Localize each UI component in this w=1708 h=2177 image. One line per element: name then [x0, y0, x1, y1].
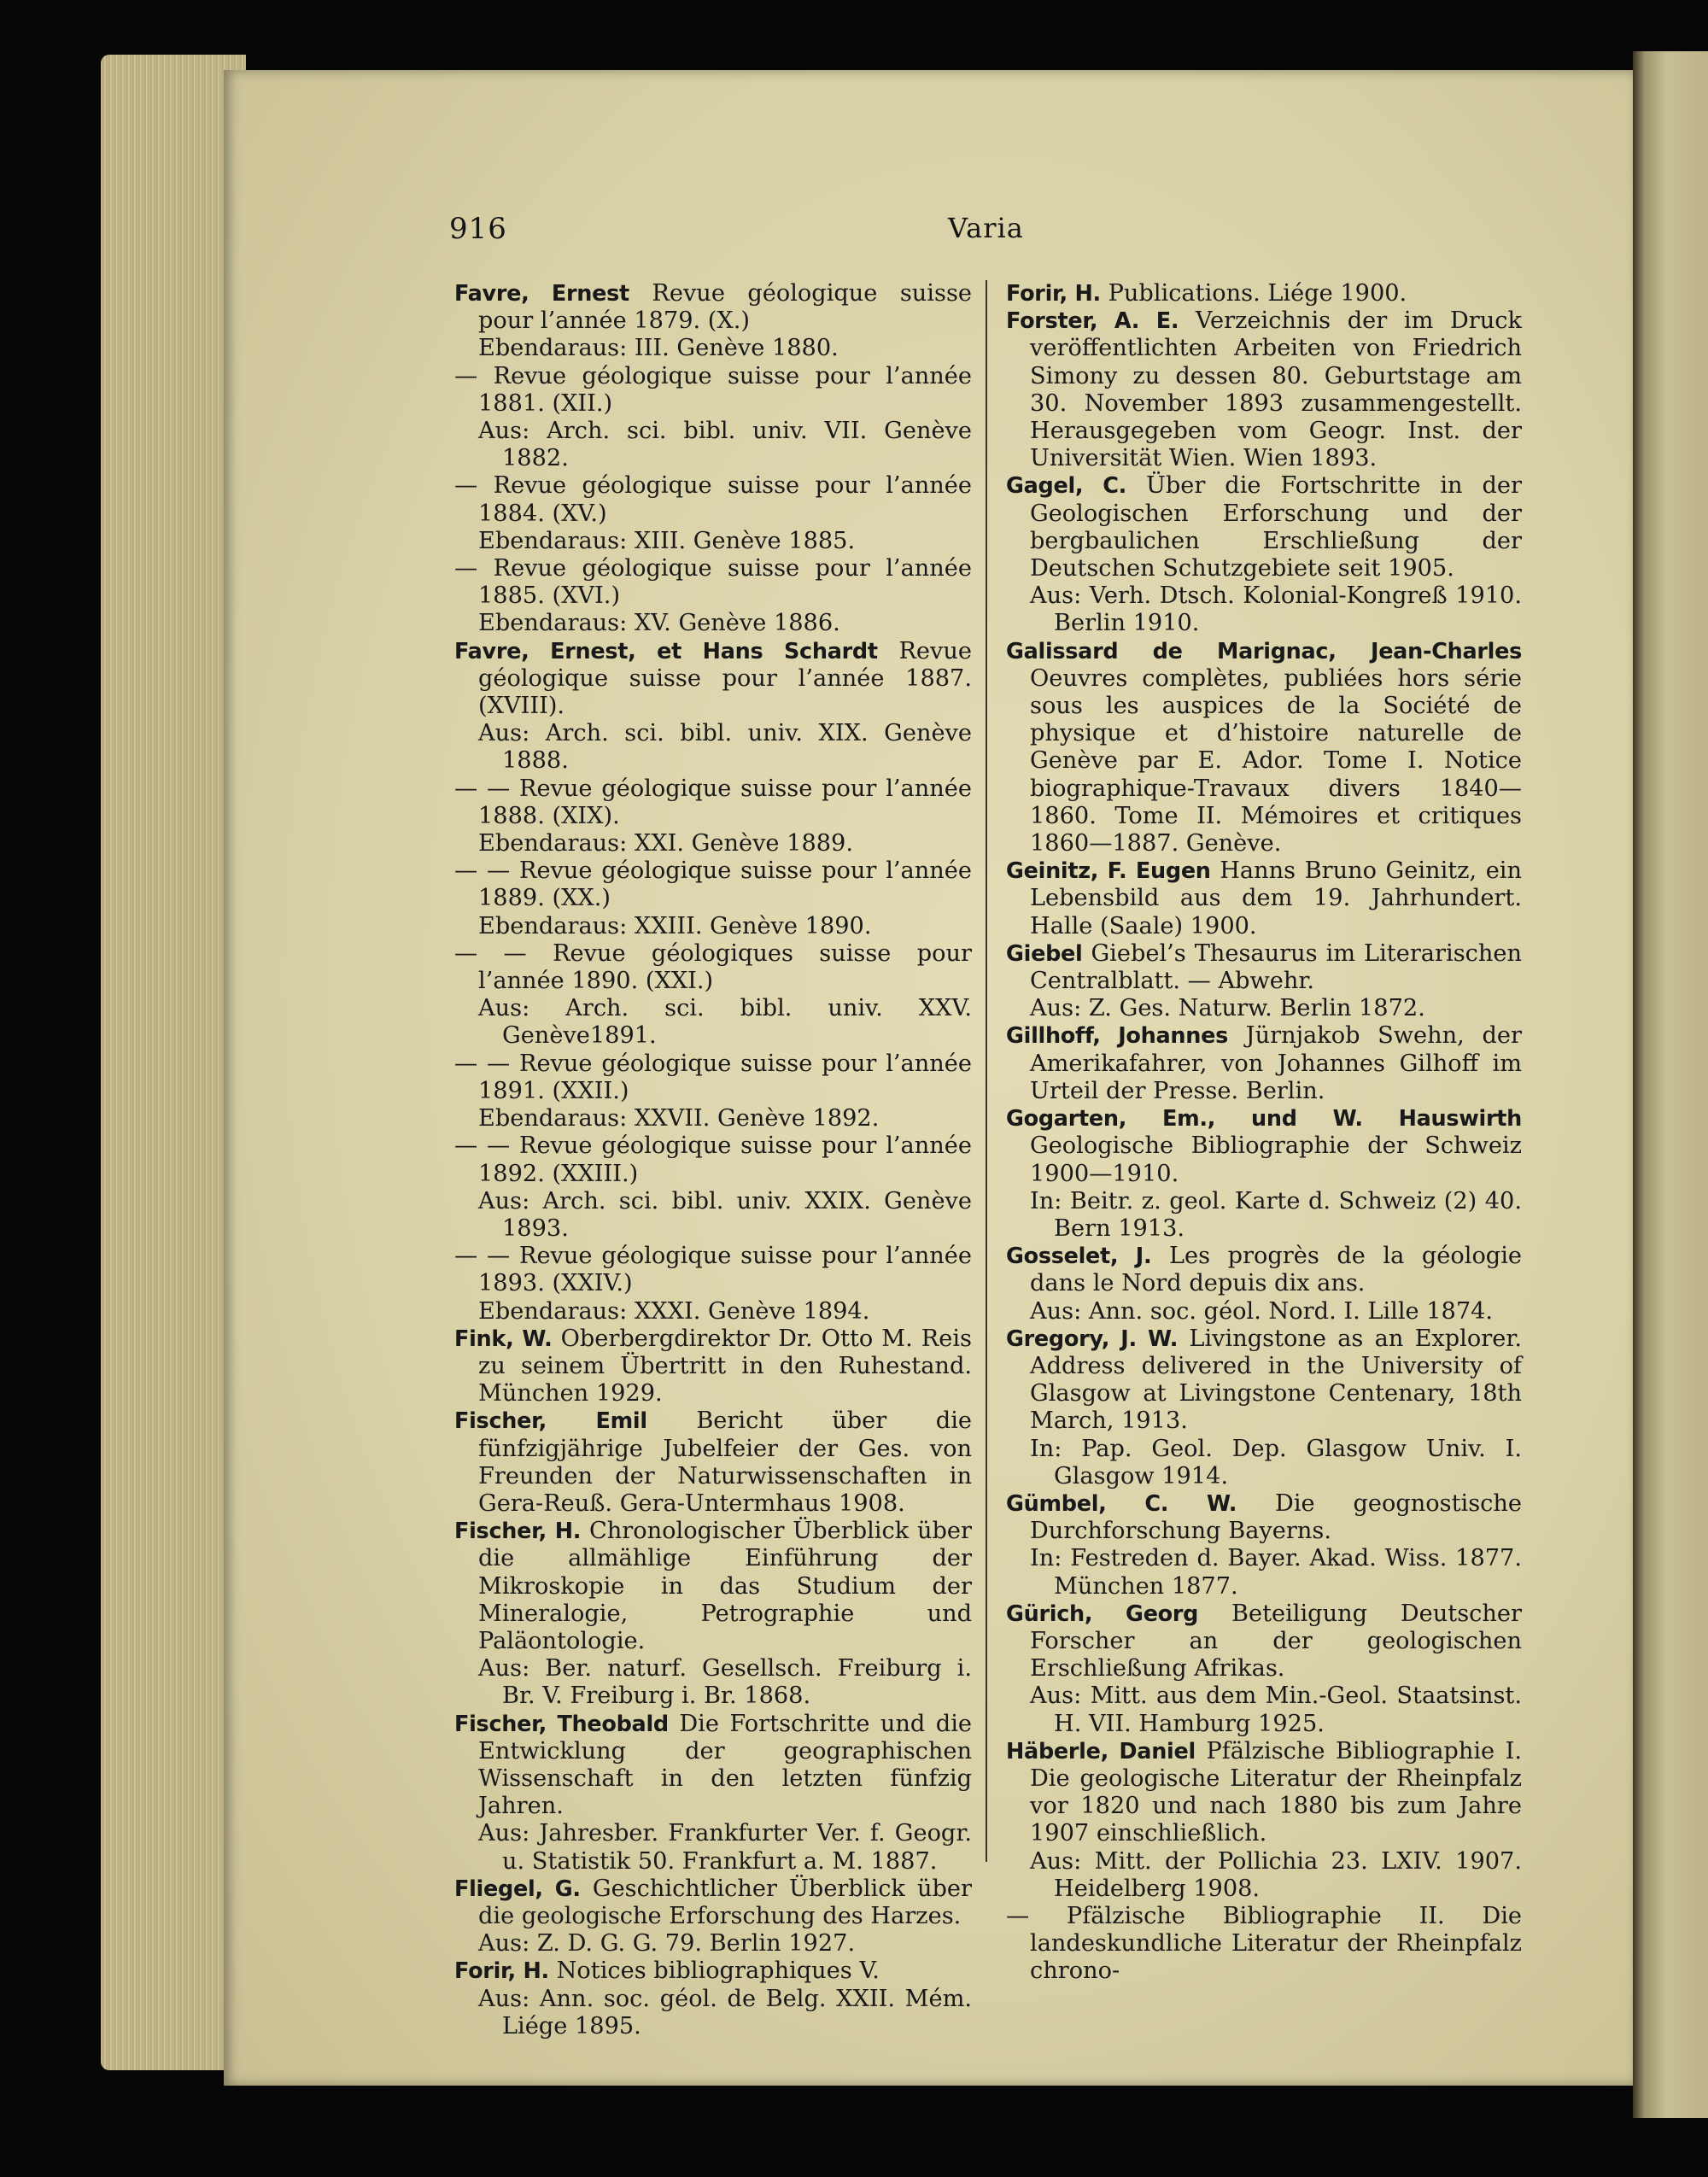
- entry-title: Publications. Liége 1900.: [1108, 280, 1407, 307]
- entry-author: Fischer, Emil: [454, 1408, 647, 1435]
- entry-title: Hanns Bruno Geinitz, ein Lebensbild aus dem 19. Jahrhundert. Halle (Saale) 1900.: [1030, 857, 1522, 939]
- entry-main: [1006, 1243, 1522, 1297]
- entry-author: Forster, A. E.: [1006, 308, 1179, 335]
- entry-author: Galissard de Marignac, Jean-Charles: [1006, 638, 1522, 664]
- entry-author: Fischer, H.: [454, 1519, 582, 1545]
- section-title: Varia: [948, 212, 1024, 244]
- entry-title: Revue géologique suisse pour l’année 1891. (XXII.): [478, 1050, 972, 1104]
- entry-source: Aus: Arch. sci. bibl. univ. VII. Genève 1882.: [478, 418, 972, 472]
- entry-main: [454, 775, 972, 830]
- entry-title: Verzeichnis der im Druck veröffentlichten Arbeiten von Friedrich Simony zu dessen 80. Geburtstage am 30. November 1893 zusammengestellt. Herausgegeben vom Geogr. Inst. der Universität Wien. Wien 1893.: [1030, 307, 1522, 472]
- entry-main: [1006, 940, 1522, 995]
- entry-source: Aus: Verh. Dtsch. Kolonial-Kongreß 1910. Berlin 1910.: [1030, 582, 1522, 637]
- entry-author: — —: [454, 857, 511, 885]
- bibliography-entry: [1006, 857, 1522, 940]
- entry-title: Oberbergdirektor Dr. Otto M. Reis zu seinem Übertritt in den Ruhestand. München 1929.: [478, 1325, 972, 1407]
- entry-main: [454, 638, 972, 721]
- bibliography-entry: [454, 472, 972, 555]
- entry-main: [454, 1243, 972, 1297]
- bibliography-entry: [1006, 1903, 1522, 1986]
- entry-author: Gürich, Georg: [1006, 1601, 1199, 1627]
- bibliography-entry: [1006, 1326, 1522, 1490]
- entry-source: Ebendaraus: XXIII. Genève 1890.: [478, 912, 872, 939]
- entry-title: Les progrès de la géologie dans le Nord depuis dix ans.: [1030, 1243, 1522, 1297]
- entry-title: Geschichtlicher Überblick über die geologische Erforschung des Harzes.: [478, 1875, 972, 1929]
- entry-title: Über die Fortschritte in der Geologischen Erforschung und der bergbaulichen Erschließung der Deutschen Schutzgebiete seit 1905.: [1030, 472, 1522, 582]
- entry-source: In: Beitr. z. geol. Karte d. Schweiz (2) 40. Bern 1913.: [1030, 1187, 1522, 1242]
- column-divider: [986, 280, 987, 1862]
- bibliography-entry: [454, 1711, 972, 1876]
- entry-author: Gosselet, J.: [1006, 1244, 1152, 1270]
- entry-title: Notices bibliographiques V.: [556, 1958, 880, 1985]
- entry-main: [1006, 307, 1522, 472]
- bibliography-entry: [1006, 1601, 1522, 1738]
- entry-source: In: Pap. Geol. Dep. Glasgow Univ. I. Glasgow 1914.: [1030, 1435, 1522, 1489]
- entry-source: Aus: Ann. soc. géol. Nord. I. Lille 1874.: [1030, 1297, 1494, 1325]
- entry-source: Ebendaraus: XXXI. Genève 1894.: [478, 1297, 870, 1325]
- entry-title: Revue géologique suisse pour l’année 1889. (XX.): [478, 857, 972, 912]
- bibliography-entry: [454, 775, 972, 858]
- bibliography-entry: [454, 1958, 972, 2040]
- bibliography-entry: [454, 857, 972, 940]
- entry-main: [1006, 1326, 1522, 1436]
- entry-title: Geologische Bibliographie der Schweiz 1900—1910.: [1030, 1132, 1522, 1187]
- entry-author: Favre, Ernest, et Hans Schardt: [454, 638, 878, 664]
- entry-author: Fliegel, G.: [454, 1876, 581, 1902]
- entry-main: [454, 280, 972, 335]
- bibliography-entry: [454, 1876, 972, 1958]
- entry-author: — —: [454, 939, 527, 967]
- entry-author: Gregory, J. W.: [1006, 1326, 1179, 1352]
- entry-title: Pfälzische Bibliographie I. Die geologische Literatur der Rheinpfalz vor 1820 und nach 1880 bis zum Jahre 1907 einschließlich.: [1030, 1737, 1523, 1847]
- left-column: [454, 280, 972, 2040]
- entry-author: Forir, H.: [1006, 281, 1101, 307]
- page-number: 916: [449, 212, 507, 246]
- entry-main: [1006, 280, 1522, 307]
- entry-source: Ebendaraus: XXI. Genève 1889.: [478, 830, 853, 857]
- entry-title: Oeuvres complètes, publiées hors série sous les auspices de la Société de physique et d’histoire naturelle de Genève par E. Ador. Tome I. Notice biographique-Travaux divers 1840—1860. Tome II. Mémoires et critiques 1860—1887. Genève.: [1030, 664, 1522, 857]
- entry-source: Aus: Z. Ges. Naturw. Berlin 1872.: [1030, 995, 1425, 1022]
- entry-main: [1006, 857, 1522, 940]
- entry-title: Revue géologique suisse pour l’année 1879. (X.): [478, 280, 972, 335]
- entry-author: — —: [454, 1243, 511, 1270]
- bibliography-entry: [454, 280, 972, 363]
- entry-title: Giebel’s Thesaurus im Literarischen Centralblatt. — Abwehr.: [1030, 939, 1522, 995]
- entry-main: [454, 1711, 972, 1821]
- entry-main: [454, 555, 972, 610]
- bibliography-entry: [454, 1050, 972, 1133]
- entry-author: Favre, Ernest: [454, 281, 629, 307]
- entry-source: Aus: Z. D. G. G. 79. Berlin 1927.: [478, 1930, 856, 1958]
- entry-main: [454, 1876, 972, 1930]
- bibliography-entry: [1006, 280, 1522, 307]
- entry-main: [454, 363, 972, 418]
- entry-main: [454, 1050, 972, 1105]
- entry-main: [454, 1132, 972, 1187]
- bibliography-entry: [454, 1243, 972, 1326]
- entry-title: Die geognostische Durchforschung Bayerns.: [1030, 1489, 1522, 1545]
- entry-source: Aus: Jahresber. Frankfurter Ver. f. Geogr. u. Statistik 50. Frankfurt a. M. 1887.: [478, 1820, 972, 1875]
- entry-author: Gagel, C.: [1006, 473, 1126, 500]
- entry-title: Revue géologique suisse pour l’année 1893. (XXIV.): [478, 1243, 972, 1297]
- entry-source: Aus: Arch. sci. bibl. univ. XIX. Genève 1888.: [478, 720, 972, 775]
- right-column: [1006, 280, 1522, 1986]
- bibliography-entry: [454, 1518, 972, 1710]
- entry-author: — —: [454, 775, 511, 802]
- entry-main: [1006, 1601, 1522, 1683]
- entry-source: Ebendaraus: XV. Genève 1886.: [478, 610, 840, 637]
- entry-author: Geinitz, F. Eugen: [1006, 858, 1211, 885]
- entry-author: Fischer, Theobald: [454, 1711, 669, 1737]
- entry-title: Revue géologique suisse pour l’année 1888. (XIX).: [478, 775, 972, 829]
- entry-title: Revue géologique suisse pour l’année 1892. (XXIII.): [478, 1132, 972, 1187]
- bibliography-entry: [1006, 1105, 1522, 1243]
- bibliography-entry: [1006, 1738, 1522, 1903]
- adjacent-page: [1633, 51, 1708, 2118]
- entry-main: [1006, 1105, 1522, 1188]
- entry-source: Aus: Ann. soc. géol. de Belg. XXII. Mém. Liége 1895.: [478, 1985, 972, 2039]
- entry-main: [1006, 1490, 1522, 1545]
- entry-title: Livingstone as an Explorer. Address delivered in the University of Glasgow at Livingstone Centenary, 18th March, 1913.: [1030, 1325, 1522, 1435]
- bibliography-entry: [1006, 472, 1522, 637]
- entry-author: —: [454, 555, 478, 582]
- entry-title: Revue géologique suisse pour l’année 1881. (XII.): [478, 362, 972, 417]
- entry-author: —: [1006, 1902, 1030, 1929]
- bibliography-entry: [1006, 1022, 1522, 1105]
- entry-main: [1006, 1022, 1522, 1105]
- entry-title: Revue géologique suisse pour l’année 1885. (XVI.): [478, 555, 972, 610]
- bibliography-entry: [454, 1326, 972, 1408]
- bibliography-entry: [454, 363, 972, 473]
- entry-author: Gillhoff, Johannes: [1006, 1023, 1228, 1050]
- entry-source: Aus: Arch. sci. bibl. univ. XXIX. Genève 1893.: [478, 1187, 972, 1242]
- entry-source: Aus: Arch. sci. bibl. univ. XXV. Genève1891.: [478, 995, 972, 1050]
- entry-author: — —: [454, 1132, 511, 1160]
- entry-title: Revue géologique suisse pour l’année 1884. (XV.): [478, 472, 972, 527]
- entry-source: Aus: Mitt. der Pollichia 23. LXIV. 1907. Heidelberg 1908.: [1030, 1847, 1522, 1902]
- entry-title: Revue géologique suisse pour l’année 1887. (XVIII).: [478, 637, 972, 720]
- entry-author: Gümbel, C. W.: [1006, 1490, 1237, 1517]
- bibliography-entry: [1006, 940, 1522, 1023]
- bibliography-entry: [454, 555, 972, 638]
- entry-title: Pfälzische Bibliographie II. Die landeskundliche Literatur der Rheinpfalz chrono-: [1030, 1902, 1522, 1985]
- entry-title: Chronologischer Überblick über die allmählige Einführung der Mikroskopie in das Studium der Mineralogie, Petrographie und Paläontologie.: [478, 1518, 972, 1654]
- entry-author: —: [454, 362, 478, 389]
- entry-author: Forir, H.: [454, 1958, 549, 1985]
- entry-title: Jürnjakob Swehn, der Amerikafahrer, von Johannes Gilhoff im Urteil der Presse. Berlin.: [1030, 1022, 1522, 1104]
- entry-source: In: Festreden d. Bayer. Akad. Wiss. 1877. München 1877.: [1030, 1545, 1522, 1600]
- entry-author: Gogarten, Em., und W. Hauswirth: [1006, 1106, 1522, 1132]
- running-head: [0, 212, 1708, 263]
- entry-source: Ebendaraus: XIII. Genève 1885.: [478, 527, 856, 554]
- entry-title: Bericht über die fünfzigjährige Jubelfeier der Ges. von Freunden der Naturwissenschaften in Gera-Reuß. Gera-Untermhaus 1908.: [478, 1407, 972, 1517]
- entry-main: [454, 857, 972, 912]
- entry-title: Die Fortschritte und die Entwicklung der geographischen Wissenschaft in den letzten fünfzig Jahren.: [478, 1710, 972, 1820]
- entry-source: Ebendaraus: III. Genève 1880.: [478, 335, 839, 362]
- bibliography-entry: [454, 940, 972, 1050]
- entry-author: Häberle, Daniel: [1006, 1738, 1196, 1764]
- entry-main: [454, 1958, 972, 1985]
- bibliography-entry: [1006, 1243, 1522, 1326]
- bibliography-entry: [1006, 307, 1522, 472]
- entry-author: — —: [454, 1050, 511, 1077]
- bibliography-entry: [454, 638, 972, 775]
- entry-author: —: [454, 472, 478, 500]
- entry-title: Revue géologiques suisse pour l’année 1890. (XXI.): [478, 939, 972, 995]
- entry-title: Beteiligung Deutscher Forscher an der geologischen Erschließung Afrikas.: [1030, 1600, 1522, 1682]
- bibliography-entry: [1006, 1490, 1522, 1601]
- entry-main: [1006, 1738, 1522, 1848]
- entry-main: [1006, 1903, 1522, 1986]
- entry-main: [454, 1326, 972, 1408]
- entry-author: Giebel: [1006, 940, 1083, 967]
- entry-main: [454, 940, 972, 995]
- entry-main: [454, 1518, 972, 1655]
- bibliography-entry: [454, 1132, 972, 1243]
- entry-main: [454, 1407, 972, 1518]
- entry-main: [1006, 638, 1522, 858]
- entry-author: Fink, W.: [454, 1326, 553, 1352]
- entry-main: [1006, 472, 1522, 582]
- bibliography-entry: [1006, 638, 1522, 858]
- entry-source: Aus: Ber. naturf. Gesellsch. Freiburg i. Br. V. Freiburg i. Br. 1868.: [478, 1655, 972, 1710]
- bibliography-entry: [454, 1407, 972, 1518]
- entry-source: Aus: Mitt. aus dem Min.-Geol. Staatsinst. H. VII. Hamburg 1925.: [1030, 1682, 1522, 1737]
- entry-source: Ebendaraus: XXVII. Genève 1892.: [478, 1105, 880, 1132]
- entry-main: [454, 472, 972, 527]
